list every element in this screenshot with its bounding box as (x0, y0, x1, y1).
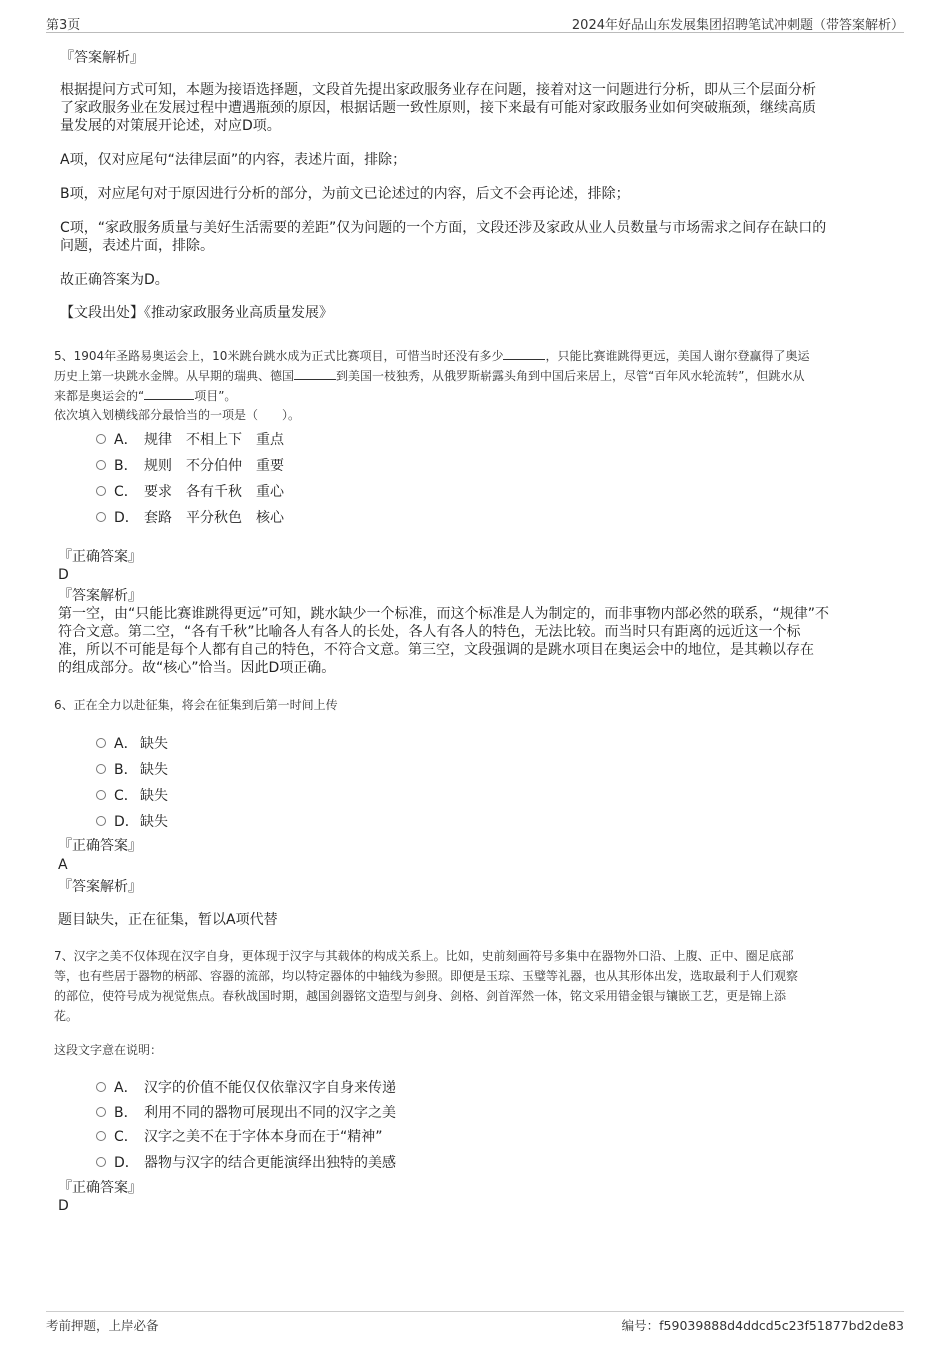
q7-stem-line-4: 花。 (54, 1009, 79, 1023)
option-key: C． (114, 484, 138, 500)
option-key: D． (114, 1155, 139, 1171)
q5-option-c[interactable] (96, 481, 298, 499)
radio-icon[interactable] (96, 460, 106, 470)
radio-icon[interactable] (96, 1082, 106, 1092)
q5-analysis-line-1: 第一空，由“只能比赛谁跳得更远”可知，跳水缺少一个标准，而这个标准是人为制定的，而非事物内部必然的联系，“规律”不 (58, 606, 830, 622)
q4-option-c-comment-2: 问题，表述片面，排除。 (60, 238, 214, 254)
option-text: 缺失 (140, 736, 168, 752)
option-word-1: 要求 (144, 484, 172, 500)
option-key: C． (114, 1129, 138, 1145)
page-number: 第3页 (46, 18, 81, 33)
document-code: 编号：f59039888d4ddcd5c23f51877bd2de83 (621, 1318, 904, 1333)
option-word-2: 不相上下 (186, 432, 242, 448)
option-text: 缺失 (140, 814, 168, 830)
option-word-1: 规则 (144, 458, 172, 474)
q5-instruction: 依次填入划横线部分最恰当的一项是（ ）。 (54, 408, 301, 422)
q5-stem-2a: 历史上第一块跳水金牌。从早期的瑞典、德国 (54, 369, 295, 383)
radio-icon[interactable] (96, 738, 106, 748)
option-key: B． (114, 762, 138, 778)
q7-answer: D (58, 1198, 69, 1214)
option-word-2: 平分秋色 (186, 510, 242, 526)
option-word-3: 重点 (256, 432, 284, 448)
option-text: 缺失 (140, 762, 168, 778)
option-word-2: 各有千秋 (186, 484, 242, 500)
option-text: 器物与汉字的结合更能演绎出独特的美感 (144, 1155, 396, 1171)
q6-stem: 6、正在全力以赴征集，将会在征集到后第一时间上传 (54, 698, 338, 712)
page-footer (46, 1311, 904, 1336)
radio-icon[interactable] (96, 486, 106, 496)
q5-option-b[interactable] (96, 455, 298, 473)
q5-analysis-line-3: 准，所以不可能是每个人都有自己的特色，不符合文意。第三空，文段强调的是跳水项目在奥运会中的地位，是其赖以存在 (58, 642, 814, 658)
q5-stem-3a: 来都是奥运会的“ (54, 389, 145, 403)
option-word-1: 规律 (144, 432, 172, 448)
q6-option-b[interactable] (96, 759, 168, 777)
radio-icon[interactable] (96, 790, 106, 800)
fill-blank-2 (294, 367, 336, 380)
option-text: 缺失 (140, 788, 168, 804)
radio-icon[interactable] (96, 1157, 106, 1167)
q5-stem-line-1 (54, 347, 809, 365)
option-word-2: 不分伯仲 (186, 458, 242, 474)
option-word-1: 套路 (144, 510, 172, 526)
option-key: A． (114, 1080, 138, 1096)
q7-stem-line-1: 7、汉字之美不仅体现在汉字自身，更体现于汉字与其载体的构成关系上。比如，史前刻画符号多集中在器物外口沿、上腹、正中、圈足底部 (54, 949, 794, 963)
q7-question: 这段文字意在说明： (54, 1043, 163, 1057)
q6-option-a[interactable] (96, 733, 168, 751)
option-key: D． (114, 814, 139, 830)
q7-option-d[interactable] (96, 1152, 396, 1170)
q7-stem-line-2: 等，也有些居于器物的柄部、容器的流部，均以特定器体的中轴线为参照。即便是玉琮、玉璧等礼器，也从其形体出发，选取最利于人们观察 (54, 969, 799, 983)
option-word-3: 重心 (256, 484, 284, 500)
q6-analysis: 题目缺失，正在征集，暂以A项代替 (58, 912, 278, 928)
q4-analysis-line-2: 了家政服务业在发展过程中遭遇瓶颈的原因，根据话题一致性原则，接下来最有可能对家政服务业如何突破瓶颈，继续高质 (60, 100, 816, 116)
q5-stem-1b: ，只能比赛谁跳得更远，美国人谢尔登赢得了奥运 (545, 349, 810, 363)
q7-stem-line-3: 的部位，使符号成为视觉焦点。春秋战国时期，越国剑器铭文造型与剑身、剑格、剑首浑然一体，铭文采用错金银与镶嵌工艺，更是锦上添 (54, 989, 787, 1003)
radio-icon[interactable] (96, 816, 106, 826)
radio-icon[interactable] (96, 434, 106, 444)
q7-option-a[interactable] (96, 1077, 396, 1095)
option-key: A． (114, 432, 138, 448)
radio-icon[interactable] (96, 1107, 106, 1117)
option-key: D． (114, 510, 139, 526)
fill-blank-3 (144, 387, 194, 400)
option-key: B． (114, 1105, 138, 1121)
q6-analysis-label: 『答案解析』 (58, 879, 142, 895)
q5-option-d[interactable] (96, 507, 298, 525)
radio-icon[interactable] (96, 512, 106, 522)
footer-slogan: 考前押题，上岸必备 (46, 1318, 159, 1333)
q5-stem-2b: 到美国一枝独秀，从俄罗斯崭露头角到中国后来居上，尽管“百年风水轮流转”，但跳水从 (336, 369, 805, 383)
q7-answer-label: 『正确答案』 (58, 1180, 142, 1196)
q4-option-c-comment-1: C项，“家政服务质量与美好生活需要的差距”仅为问题的一个方面，文段还涉及家政从业人员数量与市场需求之间存在缺口的 (60, 220, 827, 236)
q4-option-b-comment: B项，对应尾句对于原因进行分析的部分，为前文已论述过的内容，后文不会再论述，排除； (60, 186, 630, 202)
q5-answer-label: 『正确答案』 (58, 549, 142, 565)
q6-option-c[interactable] (96, 785, 168, 803)
option-word-3: 重要 (256, 458, 284, 474)
q4-analysis-line-3: 量发展的对策展开论述，对应D项。 (60, 118, 281, 134)
radio-icon[interactable] (96, 1131, 106, 1141)
q7-option-b[interactable] (96, 1102, 396, 1120)
q4-conclusion: 故正确答案为D。 (60, 272, 169, 288)
q5-option-a[interactable] (96, 429, 298, 447)
option-key: A． (114, 736, 138, 752)
q5-stem-1a: 5、1904年圣路易奥运会上，10米跳台跳水成为正式比赛项目，可惜当时还没有多少 (54, 349, 504, 363)
q4-analysis-line-1: 根据提问方式可知，本题为接语选择题，文段首先提出家政服务业存在问题，接着对这一问题进行分析，即从三个层面分析 (60, 82, 816, 98)
option-text: 利用不同的器物可展现出不同的汉字之美 (144, 1105, 396, 1121)
document-title: 2024年好品山东发展集团招聘笔试冲刺题（带答案解析） (571, 18, 904, 33)
option-key: C． (114, 788, 138, 804)
fill-blank-1 (503, 347, 545, 360)
option-text: 汉字的价值不能仅仅依靠汉字自身来传递 (144, 1080, 396, 1096)
q5-analysis-label: 『答案解析』 (58, 588, 142, 604)
q4-analysis-label: 『答案解析』 (60, 50, 144, 66)
page-header (46, 10, 904, 33)
q5-stem-line-3 (54, 387, 236, 405)
q5-analysis-line-2: 符合文意。第二空，“各有千秋”比喻各人有各人的长处，各人有各人的特色，无法比较。而当时只有距离的远近这一个标 (58, 624, 801, 640)
q6-answer: A (58, 857, 68, 873)
option-text: 汉字之美不在于字体本身而在于“精神” (144, 1129, 383, 1145)
q6-option-d[interactable] (96, 811, 168, 829)
q6-answer-label: 『正确答案』 (58, 838, 142, 854)
q4-option-a-comment: A项，仅对应尾句“法律层面”的内容，表述片面，排除； (60, 152, 407, 168)
q7-option-c[interactable] (96, 1126, 383, 1144)
q4-source: 【文段出处】《推动家政服务业高质量发展》 (60, 305, 333, 321)
q5-answer: D (58, 567, 69, 583)
q5-stem-3b: 项目”。 (194, 389, 237, 403)
option-key: B． (114, 458, 138, 474)
q5-stem-line-2 (54, 367, 804, 385)
radio-icon[interactable] (96, 764, 106, 774)
q5-analysis-line-4: 的组成部分。故“核心”恰当。因此D项正确。 (58, 660, 336, 676)
option-word-3: 核心 (256, 510, 284, 526)
